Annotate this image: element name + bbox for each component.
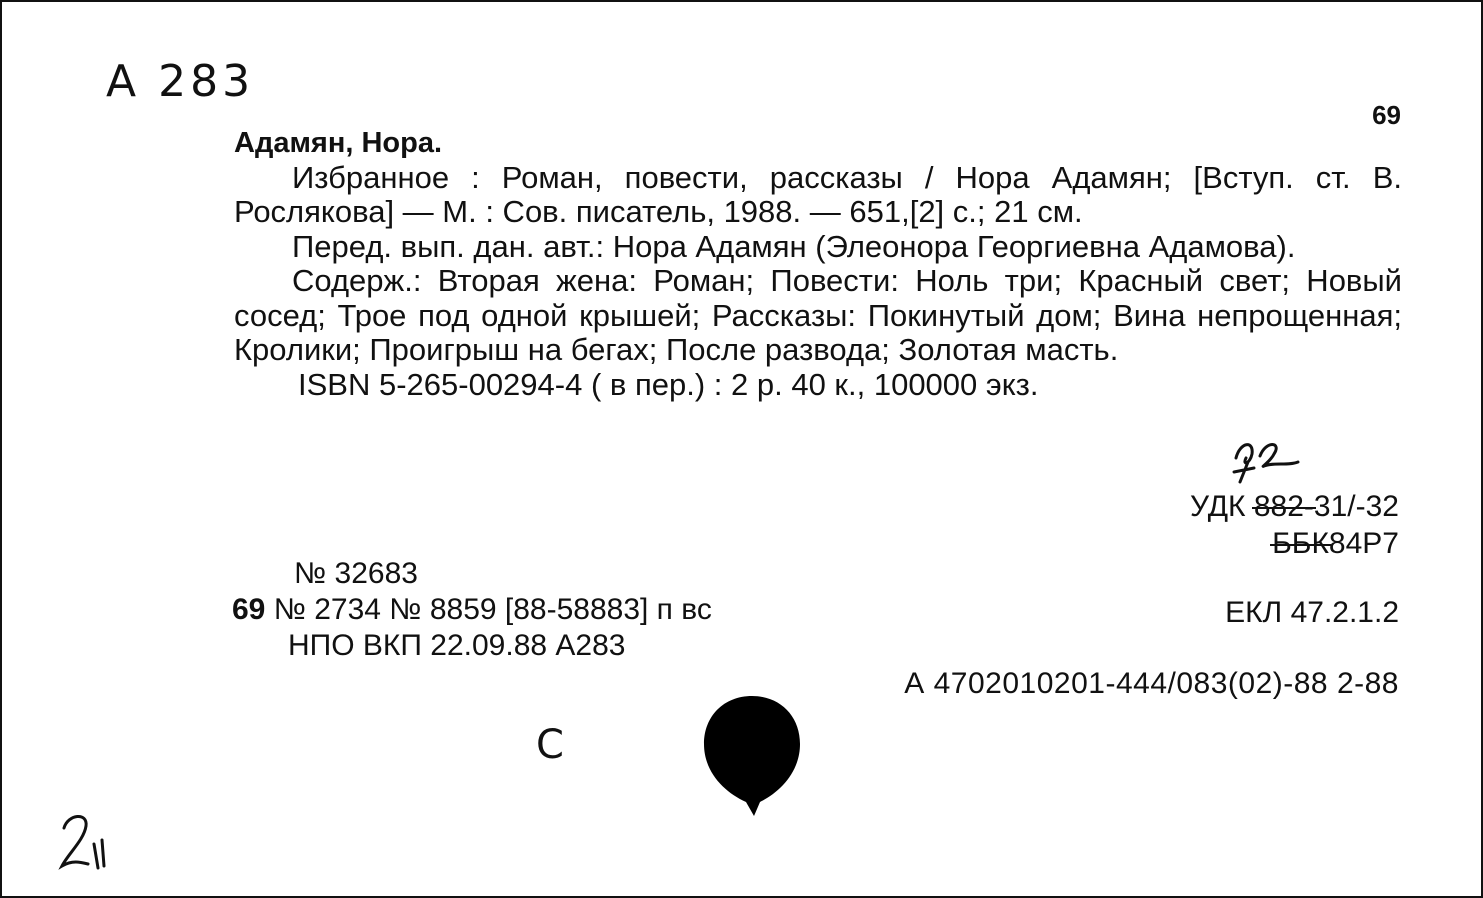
registration-number: № 32683 xyxy=(294,557,418,590)
bbk-prefix: ББК xyxy=(1272,527,1329,560)
title-paragraph: Избранное : Роман, повести, рассказы / Нора Адамян; [Вступ. ст. В. Рослякова] — М. : Сов. писатель, 1988. — 651,[2] с.; 21 см. xyxy=(234,159,1402,229)
note-paragraph: Перед. вып. дан. авт.: Нора Адамян (Элеонора Георгиевна Адамова). xyxy=(292,228,1296,264)
bbk-rest: 84Р7 xyxy=(1328,527,1399,560)
punch-hole-icon xyxy=(702,694,802,818)
order-line xyxy=(232,593,712,627)
description-block xyxy=(234,126,1402,402)
corner-number: 69 xyxy=(1372,100,1401,130)
handwritten-numeral-icon xyxy=(54,810,110,874)
order-rest: № 2734 № 8859 [88-58883] п вс xyxy=(265,593,712,626)
author-heading: Адамян, Нора. xyxy=(234,127,443,159)
publication-code: А 4702010201-444/083(02)-88 2-88 xyxy=(904,667,1399,700)
ekl-line: ЕКЛ 47.2.1.2 xyxy=(1225,596,1399,629)
udk-rest: 31/-32 xyxy=(1313,490,1399,523)
call-number: А 283 xyxy=(106,56,255,107)
classification-block xyxy=(1190,488,1399,562)
letter-c: С xyxy=(536,722,564,768)
handwritten-scribble-icon xyxy=(1230,436,1302,486)
udk-prefix: УДК xyxy=(1190,490,1254,523)
isbn-line: ISBN 5-265-00294-4 ( в пер.) : 2 р. 40 к., 100000 экз. xyxy=(298,366,1039,402)
contents-paragraph: Содерж.: Вторая жена: Роман; Повести: Ноль три; Красный свет; Новый сосед; Трое под одной крышей; Рассказы: Покинутый дом; Вина непрощенная; Кролики; Проигрыш на бегах; После развода; Золотая масть. xyxy=(234,263,1402,367)
udk-struck-part: 882- xyxy=(1253,490,1314,523)
udk-line xyxy=(1190,488,1399,525)
bbk-line xyxy=(1190,525,1399,562)
npo-line: НПО ВКП 22.09.88 А283 xyxy=(288,629,626,662)
order-lead: 69 xyxy=(232,593,266,626)
